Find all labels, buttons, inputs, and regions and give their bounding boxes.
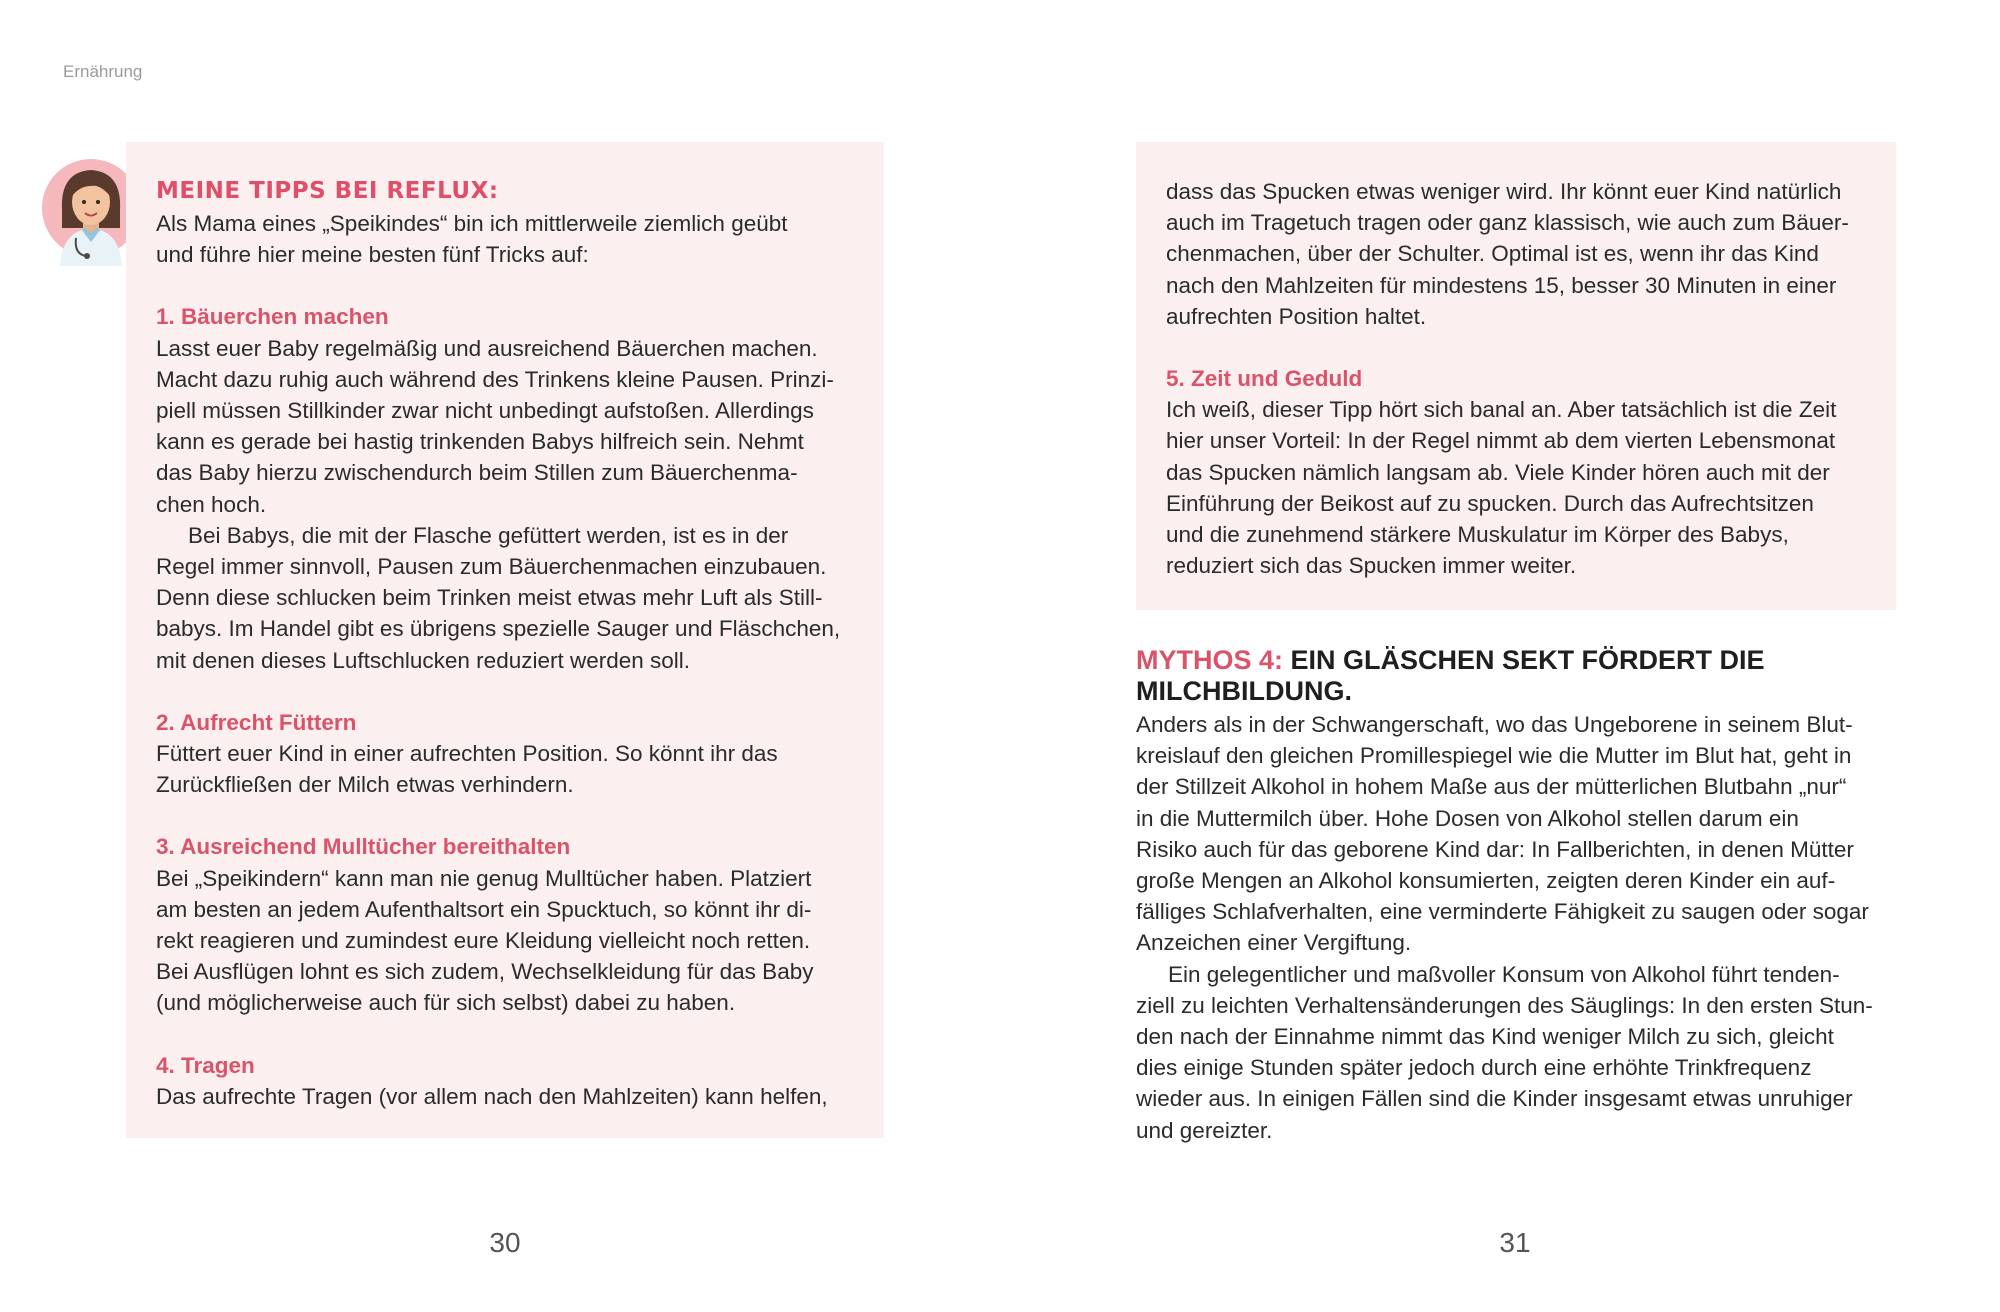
tip4-heading: 4. Tragen	[156, 1052, 255, 1078]
tips-intro: Als Mama eines „Speikindes“ bin ich mittlerweile ziemlich geübt und führe hier meine besten fünf Tricks auf:	[156, 211, 788, 268]
tip2-heading: 2. Aufrecht Füttern	[156, 709, 357, 735]
tip3-heading: 3. Ausreichend Mulltücher bereithalten	[156, 834, 571, 860]
tip1-paragraph-2: Bei Babys, die mit der Flasche gefüttert werden, ist es in der Regel immer sinnvoll, Pausen zum Bäuerchenmachen einzubauen. Denn diese schlucken beim Trinken meist etwas mehr Luft als Still- babys. Im Handel gibt es übrigens spezielle Sauger und Fläschchen, mit denen dieses Luftschlucken reduziert werden soll.	[156, 522, 841, 673]
myth-label: MYTHOS 4:	[1136, 645, 1284, 675]
tip3-paragraph: Bei „Speikindern“ kann man nie genug Mulltücher haben. Platziert am besten an jedem Aufenthaltsort ein Spucktuch, so könnt ihr di- rekt reagieren und zumindest eure Kleidung vielleicht noch retten. Bei Ausflügen lohnt es sich zudem, Wechselkleidung für das Baby (und möglicherweise auch für sich selbst) dabei zu haben.	[156, 865, 814, 1016]
myth-section	[1136, 645, 1896, 1146]
tip1-heading: 1. Bäuerchen machen	[156, 304, 389, 330]
tips-box	[126, 142, 884, 1138]
myth-paragraph-2: Ein gelegentlicher und maßvoller Konsum von Alkohol führt tenden- ziell zu leichten Verhaltensänderungen des Säuglings: In den ersten Stun- den nach der Einnahme nimmt das Kind weniger Milch zu sich, gleicht dies einige Stunden später jedoch durch eine erhöhte Trinkfrequenz wieder aus. In einigen Fällen sind die Kinder insgesamt etwas unruhiger und gereizter.	[1136, 961, 1873, 1143]
running-head: Ernährung	[63, 62, 143, 81]
tip4-paragraph: Das aufrechte Tragen (vor allem nach den Mahlzeiten) kann helfen,	[156, 1083, 828, 1109]
tips-box-continued	[1136, 142, 1896, 610]
tip4-paragraph-continued: dass das Spucken etwas weniger wird. Ihr könnt euer Kind natürlich auch im Tragetuch tragen oder ganz klassisch, wie auch zum Bäuer- chenmachen, über der Schulter. Optimal ist es, wenn ihr das Kind nach den Mahlzeiten für mindestens 15, besser 30 Minuten in einer aufrechten Position haltet.	[1166, 179, 1849, 329]
page-number-right: 31	[1499, 1227, 1531, 1258]
page-number-left: 30	[489, 1227, 521, 1258]
tip1-paragraph: Lasst euer Baby regelmäßig und ausreichend Bäuerchen machen. Macht dazu ruhig auch während des Trinkens kleine Pausen. Prinzi- piell müssen Stillkinder zwar nicht unbedingt aufstoßen. Allerdings kann es gerade bei hastig trinkenden Babys hilfreich sein. Nehmt das Baby hierzu zwischendurch beim Stillen zum Bäuerchenma- chen hoch.	[156, 335, 834, 517]
tip5-paragraph: Ich weiß, dieser Tipp hört sich banal an. Aber tatsächlich ist die Zeit hier unser Vorteil: In der Regel nimmt ab dem vierten Lebensmonat das Spucken nämlich langsam ab. Viele Kinder hören auch mit der Einführung der Beikost auf zu spucken. Durch das Aufrechtsitzen und die zunehmend stärkere Muskulatur im Körper des Babys, reduziert sich das Spucken immer weiter.	[1166, 397, 1837, 579]
myth-heading: MYTHOS 4: EIN GLÄSCHEN SEKT FÖRDERT DIE MILCHBILDUNG.	[1136, 645, 1765, 706]
tip5-heading: 5. Zeit und Geduld	[1166, 366, 1363, 392]
myth-paragraph-1: Anders als in der Schwangerschaft, wo das Ungeborene in seinem Blut- kreislauf den gleichen Promillespiegel wie die Mutter im Blut hat, geht in der Stillzeit Alkohol in hohem Maße aus der mütterlichen Blutbahn „nur“ in die Muttermilch über. Hohe Dosen von Alkohol stellen darum ein Risiko auch für das geborene Kind dar: In Fallberichten, in denen Mütter große Mengen an Alkohol konsumierten, zeigten deren Kinder ein auf- fälliges Schlafverhalten, eine verminderte Fähigkeit zu saugen oder sogar Anzeichen einer Vergiftung.	[1136, 712, 1869, 956]
tip2-paragraph: Füttert euer Kind in einer aufrechten Position. So könnt ihr das Zurückfließen der Milch etwas verhindern.	[156, 741, 778, 798]
tips-title: MEINE TIPPS BEI REFLUX:	[156, 178, 499, 204]
